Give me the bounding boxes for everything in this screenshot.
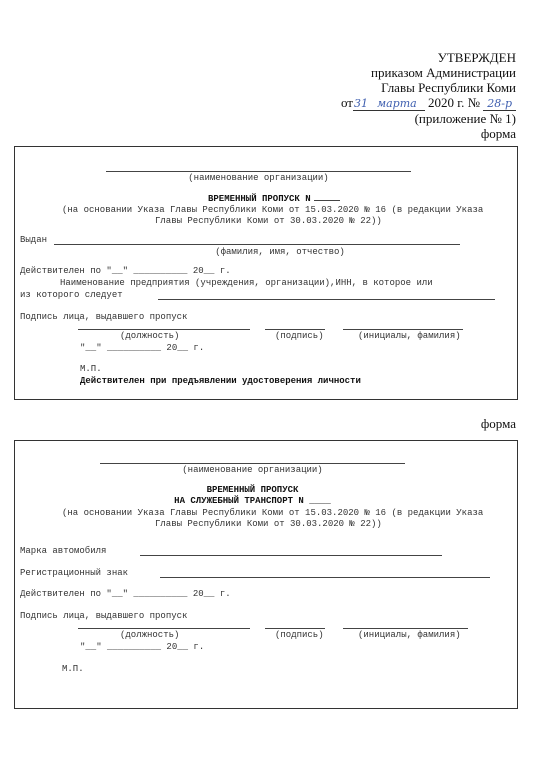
approval-date-line	[296, 95, 516, 111]
form1-enterprise-line[interactable]	[158, 299, 495, 300]
approval-title: УТВЕРЖДЕН	[437, 50, 516, 65]
form2-title1: ВРЕМЕННЫЙ ПРОПУСК	[206, 485, 299, 495]
order-number: 28-р	[483, 97, 516, 111]
date-day: 31	[353, 97, 368, 110]
form1-position-line[interactable]	[78, 329, 250, 330]
form2-basis-line1: (на основании Указа Главы Республики Коми от 15.03.2020 № 16 (в редакции Указа	[62, 508, 484, 518]
form2-initials-line[interactable]	[343, 628, 468, 629]
form1-enterprise-line1: Наименование предприятия (учреждения, организации),ИНН, в которое или	[60, 278, 433, 288]
form1-basis-line1: (на основании Указа Главы Республики Коми от 15.03.2020 № 16 (в редакции Указа	[62, 205, 484, 215]
date-month: марта	[369, 97, 425, 111]
form2-org-caption: (наименование организации)	[182, 465, 323, 475]
form2-position-caption: (должность)	[120, 630, 180, 640]
form1-title	[208, 194, 340, 204]
form2-reg-label: Регистрационный знак	[20, 568, 129, 578]
approval-line2: Главы Республики Коми	[381, 80, 516, 95]
form-label-2: форма	[480, 416, 516, 431]
form1-initials-caption: (инициалы, фамилия)	[358, 331, 461, 341]
form2-signature-label: Подпись лица, выдавшего пропуск	[20, 611, 188, 621]
form1-org-line	[106, 171, 411, 172]
form1-valid-note: Действителен при предъявлении удостоверения личности	[80, 376, 361, 386]
appendix-label: (приложение № 1)	[414, 111, 516, 126]
form1-number-line	[314, 200, 340, 201]
form-label-1: форма	[480, 126, 516, 141]
form2-reg-line[interactable]	[160, 577, 490, 578]
form2-stamp: М.П.	[62, 664, 84, 674]
form1-sign-line[interactable]	[265, 329, 325, 330]
form1-initials-line[interactable]	[343, 329, 463, 330]
date-year: 2020 г. №	[427, 95, 480, 110]
form2-initials-caption: (инициалы, фамилия)	[358, 630, 461, 640]
form1-fio-caption: (фамилия, имя, отчество)	[215, 247, 345, 257]
form1-basis-line2: Главы Республики Коми от 30.03.2020 № 22))	[155, 216, 382, 226]
form1-stamp: М.П.	[80, 364, 102, 374]
form1-valid-label: Действителен по "__" __________ 20__ г.	[20, 266, 231, 276]
form1-date-line: "__" __________ 20__ г.	[80, 343, 205, 353]
form2-sign-caption: (подпись)	[275, 630, 324, 640]
form2-sign-line[interactable]	[265, 628, 325, 629]
form2-org-line	[100, 463, 405, 464]
form1-enterprise-line2: из которого следует	[20, 290, 123, 300]
form1-sign-caption: (подпись)	[275, 331, 324, 341]
form2-car-line[interactable]	[140, 555, 442, 556]
form2-position-line[interactable]	[78, 628, 250, 629]
form2-title2: НА СЛУЖЕБНЫЙ ТРАНСПОРТ N ____	[174, 496, 331, 506]
approval-line1: приказом Администрации	[371, 65, 516, 80]
form1-title-text: ВРЕМЕННЫЙ ПРОПУСК N	[208, 194, 311, 204]
date-prefix: от	[340, 95, 353, 110]
form2-date-line: "__" __________ 20__ г.	[80, 642, 205, 652]
approval-block	[296, 50, 516, 141]
form2-valid-label: Действителен по "__" __________ 20__ г.	[20, 589, 231, 599]
form2-car-label: Марка автомобиля	[20, 546, 107, 556]
form1-issued-label: Выдан	[20, 235, 48, 245]
form1-org-caption: (наименование организации)	[188, 173, 329, 183]
form1-position-caption: (должность)	[120, 331, 180, 341]
form1-issued-line[interactable]	[54, 244, 460, 245]
form2-basis-line2: Главы Республики Коми от 30.03.2020 № 22))	[155, 519, 382, 529]
form1-signature-label: Подпись лица, выдавшего пропуск	[20, 312, 188, 322]
